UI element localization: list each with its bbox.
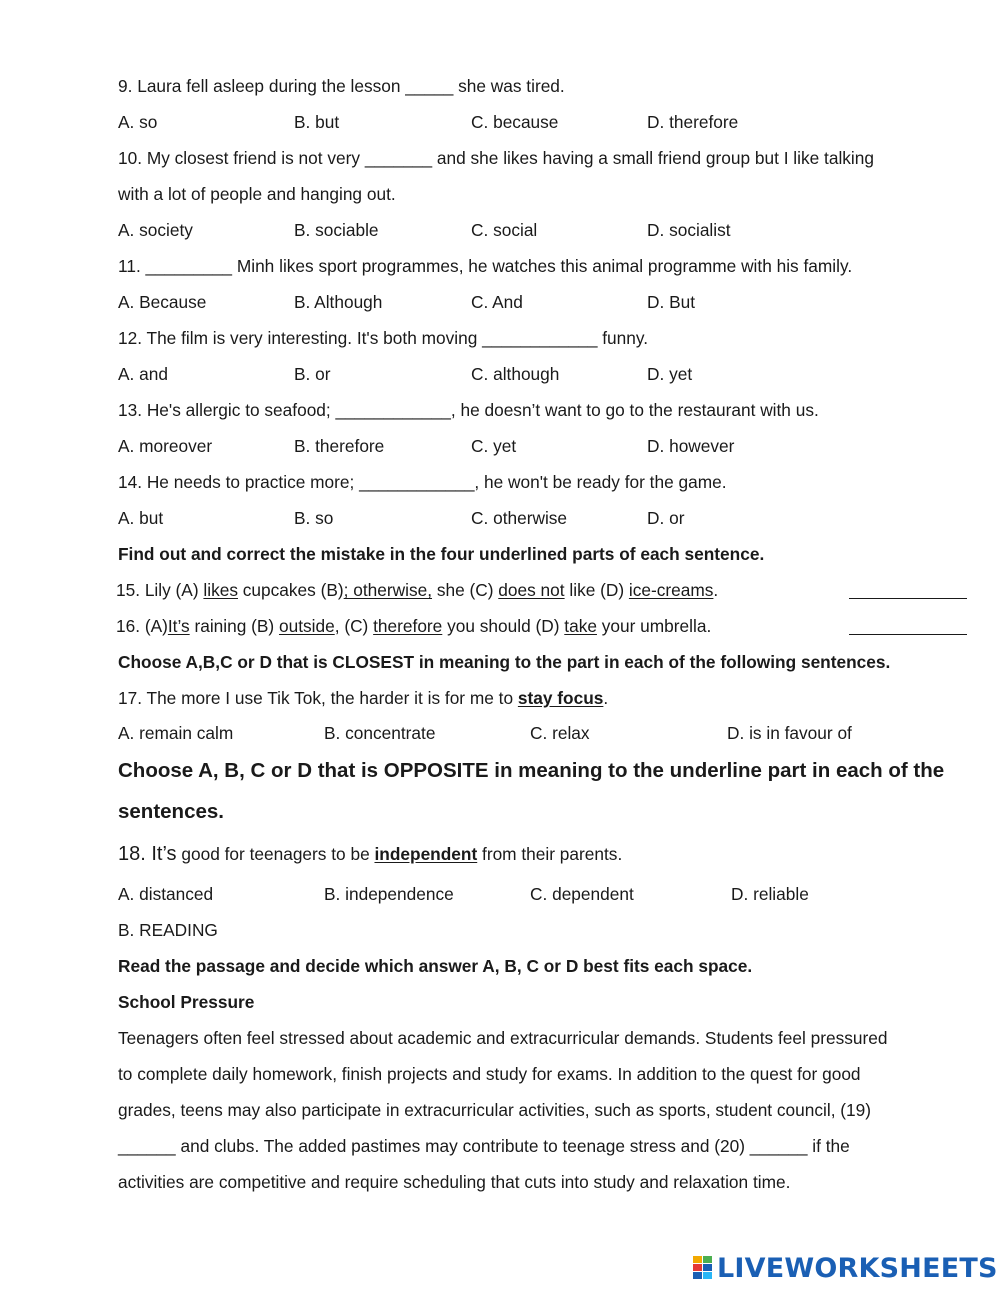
q17-option-d[interactable]: D. is in favour of: [727, 723, 852, 743]
passage-title: School Pressure: [118, 992, 255, 1012]
q9-option-d[interactable]: D. therefore: [647, 112, 739, 132]
q13-option-a[interactable]: A. moreover: [118, 436, 213, 456]
q17-option-a[interactable]: A. remain calm: [118, 723, 234, 743]
section-opposite-heading-line2: sentences.: [118, 800, 224, 823]
q9-option-c[interactable]: C. because: [471, 112, 559, 132]
passage-line: grades, teens may also participate in extracurricular activities, such as sports, student council, (19): [118, 1100, 872, 1120]
q14-stem: 14. He needs to practice more; ____________, he won't be ready for the game.: [118, 472, 727, 492]
q12-option-c[interactable]: C. although: [471, 364, 560, 384]
section-opposite-heading-line1: Choose A, B, C or D that is OPPOSITE in meaning to the underline part in each of the: [118, 759, 945, 782]
q18-option-c[interactable]: C. dependent: [530, 884, 634, 904]
q18-text-0: 18. It’s: [118, 843, 177, 865]
q17-text-0: 17. The more I use Tik Tok, the harder it is for me to: [118, 688, 518, 708]
q13-option-d[interactable]: D. however: [647, 436, 735, 456]
q10-stem-line2: with a lot of people and hanging out.: [118, 184, 396, 204]
q13-option-b[interactable]: B. therefore: [294, 436, 385, 456]
q11-stem: 11. _________ Minh likes sport programmes, he watches this animal programme with his family.: [118, 256, 853, 276]
q12-option-b[interactable]: B. or: [294, 364, 331, 384]
q18-underlined: independent: [374, 844, 478, 864]
q14-option-c[interactable]: C. otherwise: [471, 508, 568, 528]
q12-stem: 12. The film is very interesting. It's both moving ____________ funny.: [118, 328, 649, 348]
q16-part-a: It’s: [167, 616, 190, 636]
passage-line: ______ and clubs. The added pastimes may contribute to teenage stress and (20) ______ if the: [118, 1136, 850, 1156]
q15-part-b: ; otherwise,: [343, 580, 433, 600]
q15-text-1: cupcakes (B): [237, 580, 344, 600]
q13-option-c[interactable]: C. yet: [471, 436, 517, 456]
q9-stem: 9. Laura fell asleep during the lesson _____ she was tired.: [118, 76, 565, 96]
q15-sentence: [116, 579, 718, 601]
q13-stem: 13. He's allergic to seafood; ____________, he doesn’t want to go to the restaurant with us.: [118, 400, 819, 420]
q16-text-3: you should (D): [442, 616, 565, 636]
q10-option-c[interactable]: C. social: [471, 220, 538, 240]
q10-stem-line1: 10. My closest friend is not very _______ and she likes having a small friend group but I like talking: [118, 148, 874, 168]
q18-option-b[interactable]: B. independence: [324, 884, 454, 904]
q11-option-c[interactable]: C. And: [471, 292, 523, 312]
q11-option-b[interactable]: B. Although: [294, 292, 383, 312]
q18-stem: [118, 843, 622, 865]
q16-text-4: your umbrella.: [596, 616, 712, 636]
q16-text-2: , (C): [334, 616, 374, 636]
q18-option-a[interactable]: A. distanced: [118, 884, 214, 904]
q16-text-0: 16. (A): [116, 616, 168, 636]
q17-underlined: stay focus: [517, 688, 604, 708]
q10-option-b[interactable]: B. sociable: [294, 220, 379, 240]
q15-text-0: 15. Lily (A): [116, 580, 204, 600]
q15-text-2: she (C): [432, 580, 499, 600]
q10-option-a[interactable]: A. society: [118, 220, 193, 240]
q15-part-a: likes: [203, 580, 238, 600]
q16-part-d: take: [564, 616, 597, 636]
q15-part-d: ice-creams: [628, 580, 714, 600]
q17-text-1: .: [603, 688, 609, 708]
q18-text-2: from their parents.: [477, 844, 623, 864]
q18-text-1: good for teenagers to be: [176, 844, 375, 864]
q16-part-c: therefore: [373, 616, 443, 636]
liveworksheets-logo: [693, 1253, 998, 1283]
reading-heading: B. READING: [118, 920, 218, 940]
q16-text-1: raining (B): [189, 616, 279, 636]
section-mistake-heading: Find out and correct the mistake in the four underlined parts of each sentence.: [118, 544, 765, 564]
q14-option-a[interactable]: A. but: [118, 508, 164, 528]
q15-text-3: like (D): [564, 580, 629, 600]
liveworksheets-logo-text: LIVEWORKSHEETS: [717, 1252, 998, 1284]
q15-answer-blank[interactable]: [849, 597, 967, 599]
q17-option-b[interactable]: B. concentrate: [324, 723, 436, 743]
q17-stem: [118, 687, 608, 709]
q15-part-c: does not: [498, 580, 565, 600]
q10-option-d[interactable]: D. socialist: [647, 220, 731, 240]
q14-option-d[interactable]: D. or: [647, 508, 685, 528]
q16-answer-blank[interactable]: [849, 633, 967, 635]
q11-option-a[interactable]: A. Because: [118, 292, 207, 312]
q12-option-d[interactable]: D. yet: [647, 364, 693, 384]
passage-line: to complete daily homework, finish projects and study for exams. In addition to the quest for good: [118, 1064, 861, 1084]
reading-instruction: Read the passage and decide which answer A, B, C or D best fits each space.: [118, 956, 753, 976]
liveworksheets-logo-icon: [693, 1255, 715, 1281]
section-closest-heading: Choose A,B,C or D that is CLOSEST in meaning to the part in each of the following sentences.: [118, 652, 891, 672]
q18-option-d[interactable]: D. reliable: [731, 884, 809, 904]
q14-option-b[interactable]: B. so: [294, 508, 334, 528]
passage-line: Teenagers often feel stressed about academic and extracurricular demands. Students feel pressured: [118, 1028, 888, 1048]
q16-part-b: outside: [278, 616, 335, 636]
q15-text-4: .: [713, 580, 719, 600]
passage-line: activities are competitive and require scheduling that cuts into study and relaxation time.: [118, 1172, 791, 1192]
q9-option-a[interactable]: A. so: [118, 112, 158, 132]
q16-sentence: [116, 615, 711, 637]
q12-option-a[interactable]: A. and: [118, 364, 168, 384]
q17-option-c[interactable]: C. relax: [530, 723, 590, 743]
q11-option-d[interactable]: D. But: [647, 292, 696, 312]
q9-option-b[interactable]: B. but: [294, 112, 340, 132]
